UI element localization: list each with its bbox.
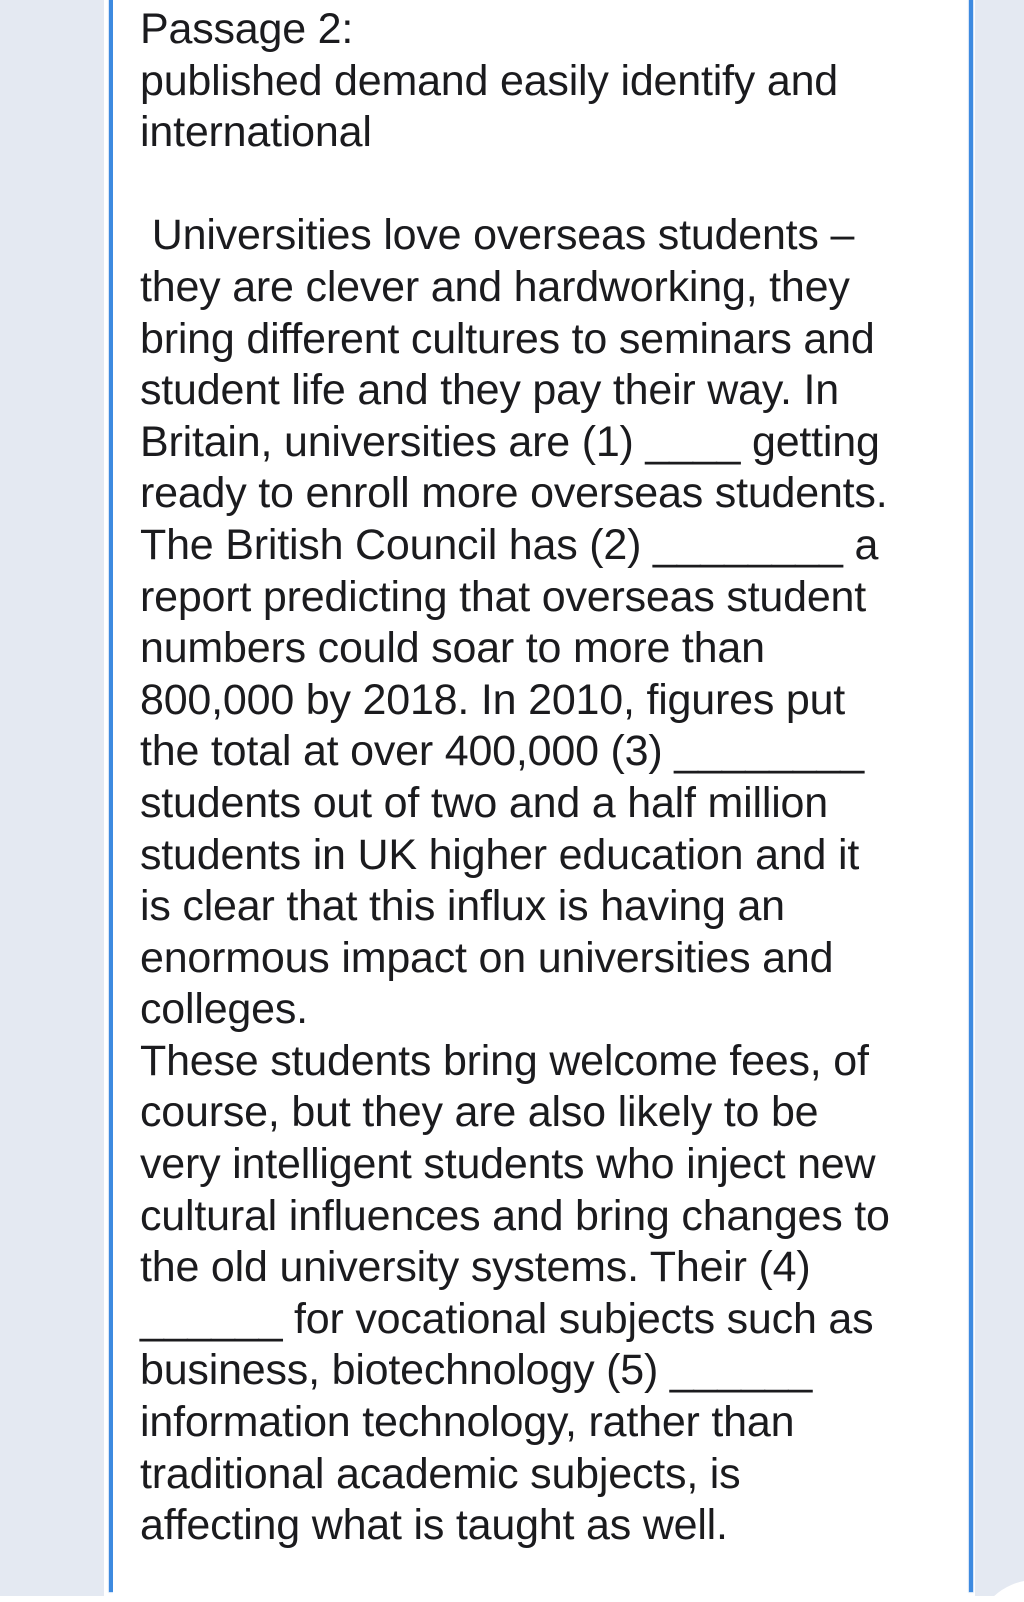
passage-body-line: 800,000 by 2018. In 2010, figures put — [140, 675, 846, 724]
passage-body-line: they are clever and hardworking, they — [140, 262, 850, 311]
passage-header-line: published demand easily identify and — [140, 56, 838, 105]
passage-body-line: These students bring welcome fees, of — [140, 1036, 869, 1085]
passage-body-line: student life and they pay their way. In — [140, 366, 839, 415]
passage-body-line: the total at over 400,000 (3) ________ — [140, 727, 864, 776]
passage-body-line: information technology, rather than — [140, 1398, 795, 1447]
passage-body-line: The British Council has (2) ________ a — [140, 520, 879, 569]
passage-body-line: ready to enroll more overseas students. — [140, 469, 888, 518]
right-margin-panel — [975, 0, 1024, 1596]
passage-body-line: numbers could soar to more than — [140, 624, 765, 673]
passage-body-line: Universities love overseas students – — [140, 211, 855, 260]
passage-body-line: enormous impact on universities and — [140, 933, 834, 982]
passage-body-line: ______ for vocational subjects such as — [140, 1294, 874, 1343]
passage-body-line: business, biotechnology (5) ______ — [140, 1346, 813, 1395]
passage-body-line: traditional academic subjects, is — [140, 1449, 741, 1498]
passage-content — [113, 0, 969, 1602]
passage-body-line: bring different cultures to seminars and — [140, 314, 875, 363]
passage-body — [140, 210, 969, 1551]
passage-header — [140, 56, 969, 159]
passage-body-line: students in UK higher education and it — [140, 830, 860, 879]
passage-body-line: very intelligent students who inject new — [140, 1140, 876, 1189]
passage-label: Passage 2: — [140, 5, 354, 53]
passage-body-line: affecting what is taught as well. — [140, 1501, 728, 1550]
passage-body-line: the old university systems. Their (4) — [140, 1243, 811, 1292]
passage-body-line: cultural influences and bring changes to — [140, 1191, 890, 1240]
passage-body-line: Britain, universities are (1) ____ getting — [140, 417, 880, 466]
passage-header-line: international — [140, 108, 372, 157]
passage-body-line: is clear that this influx is having an — [140, 882, 785, 931]
left-margin-panel — [0, 0, 104, 1596]
passage-body-line: students out of two and a half million — [140, 778, 828, 827]
selection-bar-right — [969, 0, 973, 1592]
passage-body-line: colleges. — [140, 985, 308, 1034]
passage-body-line: report predicting that overseas student — [140, 572, 867, 621]
passage-body-line: course, but they are also likely to be — [140, 1088, 819, 1137]
rounded-corner-shape — [975, 1580, 1024, 1596]
